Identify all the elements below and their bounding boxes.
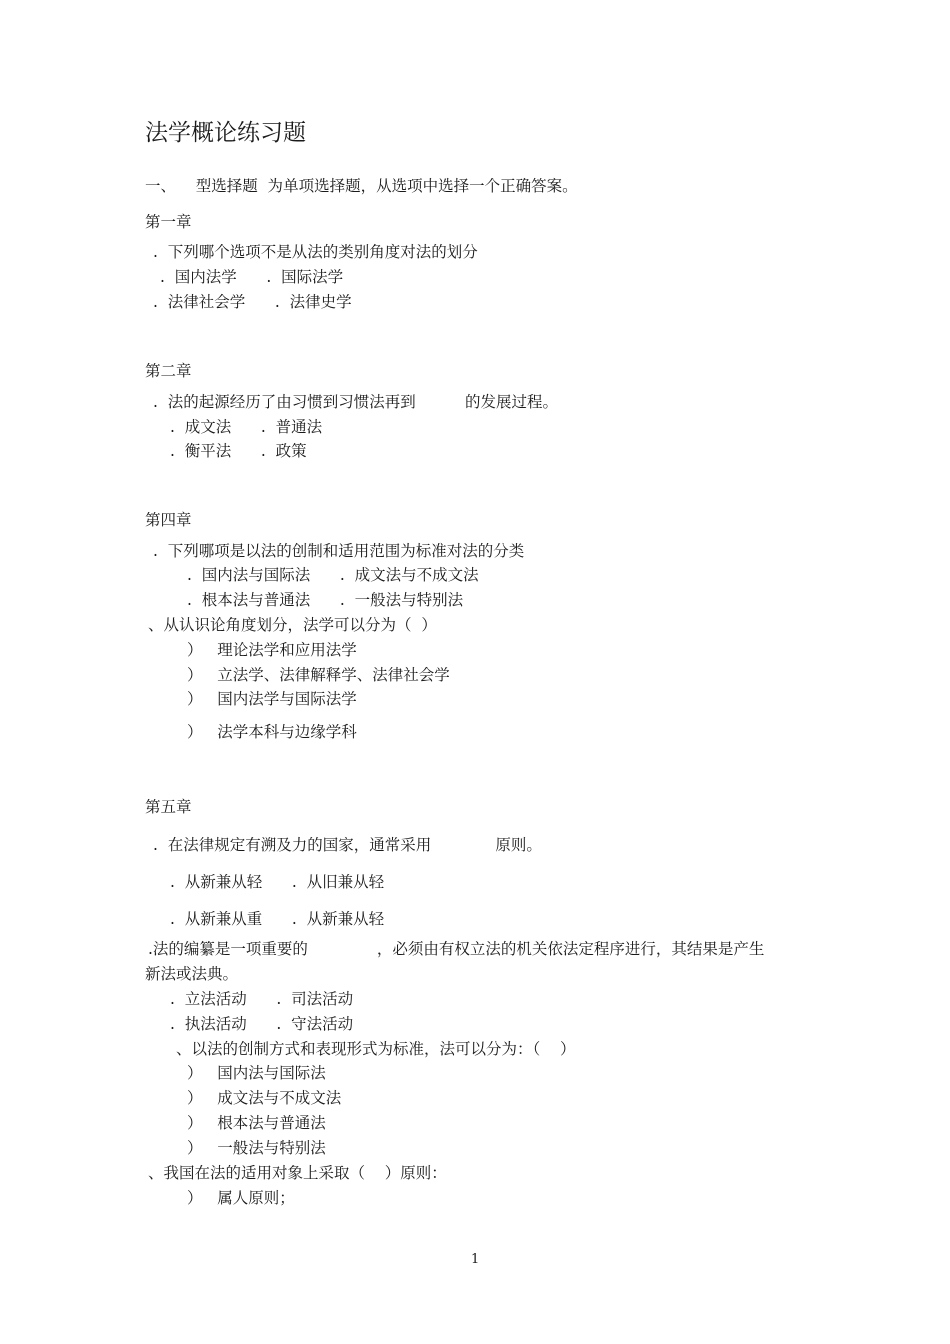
options-line: . 根本法与普通法 . 一般法与特别法 bbox=[187, 591, 464, 609]
option: ） 一般法与特别法 bbox=[187, 1139, 326, 1157]
options-line: . 国内法与国际法 . 成文法与不成文法 bbox=[187, 566, 479, 584]
option: ） 理论法学和应用法学 bbox=[187, 641, 357, 659]
question: 、我国在法的适用对象上采取（ ）原则： bbox=[148, 1164, 447, 1182]
question: . 下列哪个选项不是从法的类别角度对法的划分 bbox=[153, 243, 478, 261]
options-line: . 从新兼从轻 . 从旧兼从轻 bbox=[170, 873, 385, 891]
page-title: 法学概论练习题 bbox=[145, 120, 306, 146]
option: ） 属人原则； bbox=[187, 1189, 295, 1207]
option: ） 成文法与不成文法 bbox=[187, 1089, 342, 1107]
options-line: . 衡平法 . 政策 bbox=[170, 442, 307, 460]
question: 、从认识论角度划分，法学可以分为（ ） bbox=[148, 616, 437, 634]
chapter-heading: 第四章 bbox=[145, 511, 192, 529]
option: ） 法学本科与边缘学科 bbox=[187, 723, 357, 741]
chapter-heading: 第一章 bbox=[145, 213, 192, 231]
option: ） 国内法学与国际法学 bbox=[187, 690, 357, 708]
question-continuation: 新法或法典。 bbox=[145, 965, 239, 983]
option: ） 立法学、法律解释学、法律社会学 bbox=[187, 666, 450, 684]
question: . 在法律规定有溯及力的国家，通常采用 原则。 bbox=[153, 836, 542, 854]
options-line: . 执法活动 . 守法活动 bbox=[170, 1015, 354, 1033]
page-number: 1 bbox=[471, 1252, 480, 1267]
options-line: . 成文法 . 普通法 bbox=[170, 418, 323, 436]
section-intro: 一、 型选择题 为单项选择题，从选项中选择一个正确答案。 bbox=[145, 177, 578, 195]
question: 、以法的创制方式和表现形式为标准，法可以分为：（ ） bbox=[176, 1040, 576, 1058]
question: . 法的起源经历了由习惯到习惯法再到 的发展过程。 bbox=[153, 393, 559, 411]
options-line: . 立法活动 . 司法活动 bbox=[170, 990, 354, 1008]
option: ） 国内法与国际法 bbox=[187, 1064, 326, 1082]
chapter-heading: 第二章 bbox=[145, 362, 192, 380]
options-line: . 从新兼从重 . 从新兼从轻 bbox=[170, 910, 385, 928]
question: .法的编纂是一项重要的 ，必须由有权立法的机关依法定程序进行，其结果是产生 bbox=[148, 940, 765, 958]
chapter-heading: 第五章 bbox=[145, 798, 192, 816]
options-line: . 国内法学 . 国际法学 bbox=[160, 268, 344, 286]
option: ） 根本法与普通法 bbox=[187, 1114, 326, 1132]
question: . 下列哪项是以法的创制和适用范围为标准对法的分类 bbox=[153, 542, 525, 560]
options-line: . 法律社会学 . 法律史学 bbox=[153, 293, 352, 311]
